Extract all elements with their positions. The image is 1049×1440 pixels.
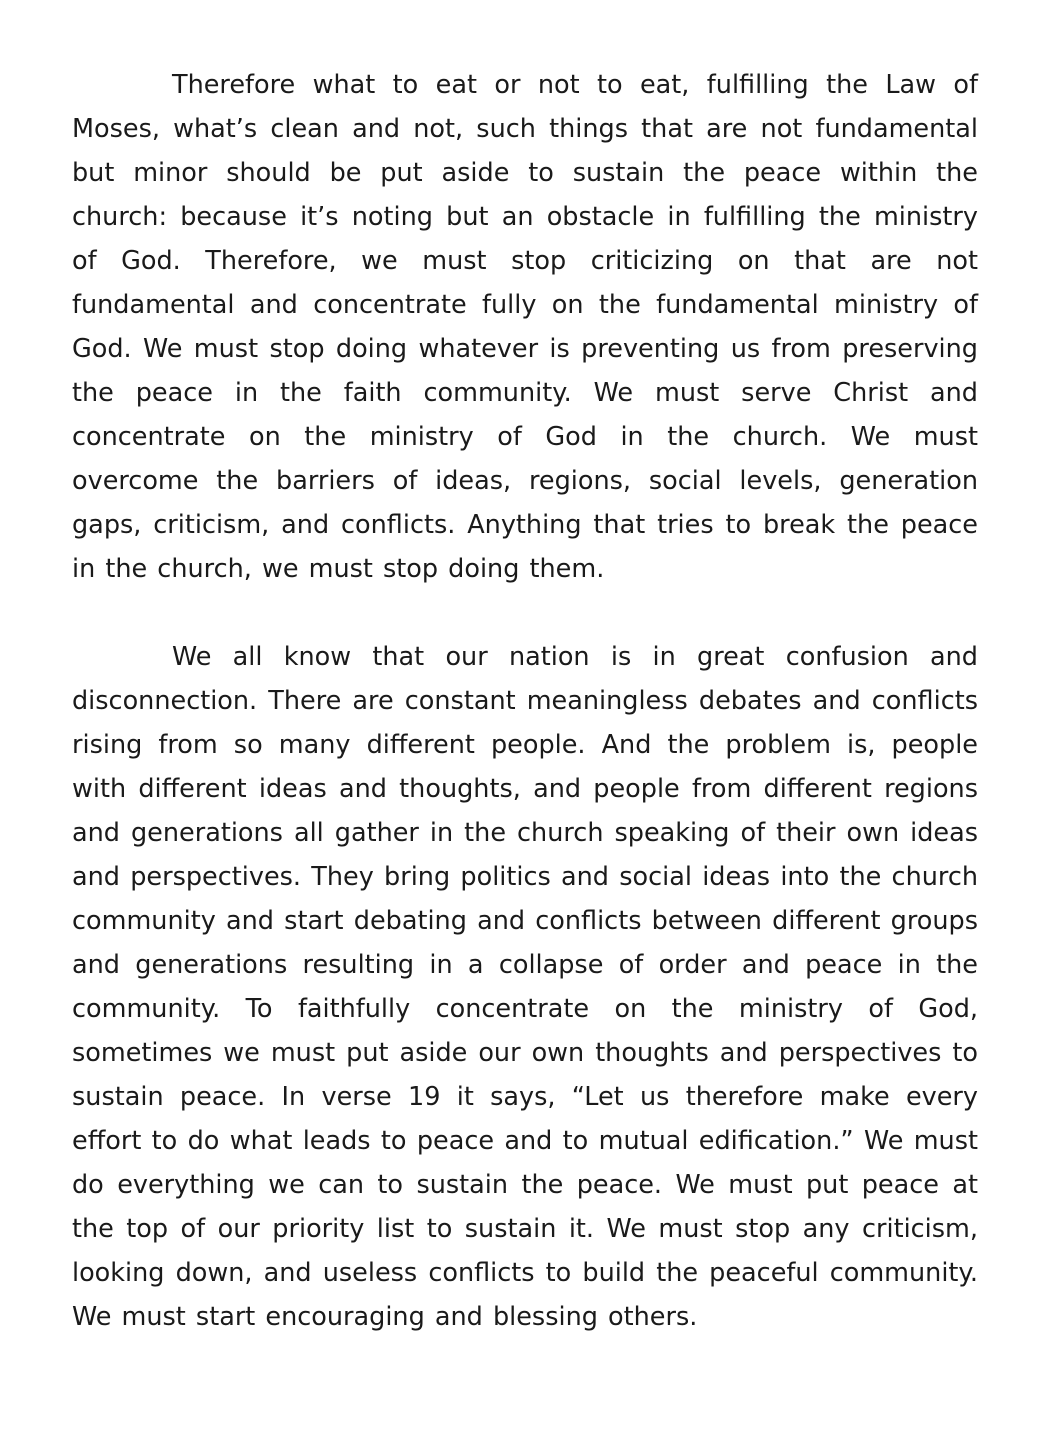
paragraph-2: We all know that our nation is in great confusion and disconnection. There are constant meaningless debates and conflicts rising from so many different people. And the problem is, people with different ideas and thoughts, and people from different regions and generations all gather in the church speaking of their own ideas and perspectives. They bring politics and social ideas into the church community and start debating and conflicts between different groups and generations resulting in a collapse of order and peace in the community. To faithfully concentrate on the ministry of God, sometimes we must put aside our own thoughts and perspectives to sustain peace. In verse 19 it says, “Let us therefore make every effort to do what leads to peace and to mutual edification.” We must do everything we can to sustain the peace. We must put peace at the top of our priority list to sustain it. We must stop any criticism, looking down, and useless conflicts to build the peaceful community. We must start encouraging and blessing others. bbox=[72, 642, 978, 1332]
document-page bbox=[72, 63, 978, 1339]
paragraph-1: Therefore what to eat or not to eat, fulfilling the Law of Moses, what’s clean and not, such things that are not fundamental but minor should be put aside to sustain the peace within the church: because it’s noting but an obstacle in fulfilling the ministry of God. Therefore, we must stop criticizing on that are not fundamental and concentrate fully on the fundamental ministry of God. We must stop doing whatever is preventing us from preserving the peace in the faith community. We must serve Christ and concentrate on the ministry of God in the church. We must overcome the barriers of ideas, regions, social levels, generation gaps, criticism, and conflicts. Anything that tries to break the peace in the church, we must stop doing them. bbox=[72, 70, 978, 584]
